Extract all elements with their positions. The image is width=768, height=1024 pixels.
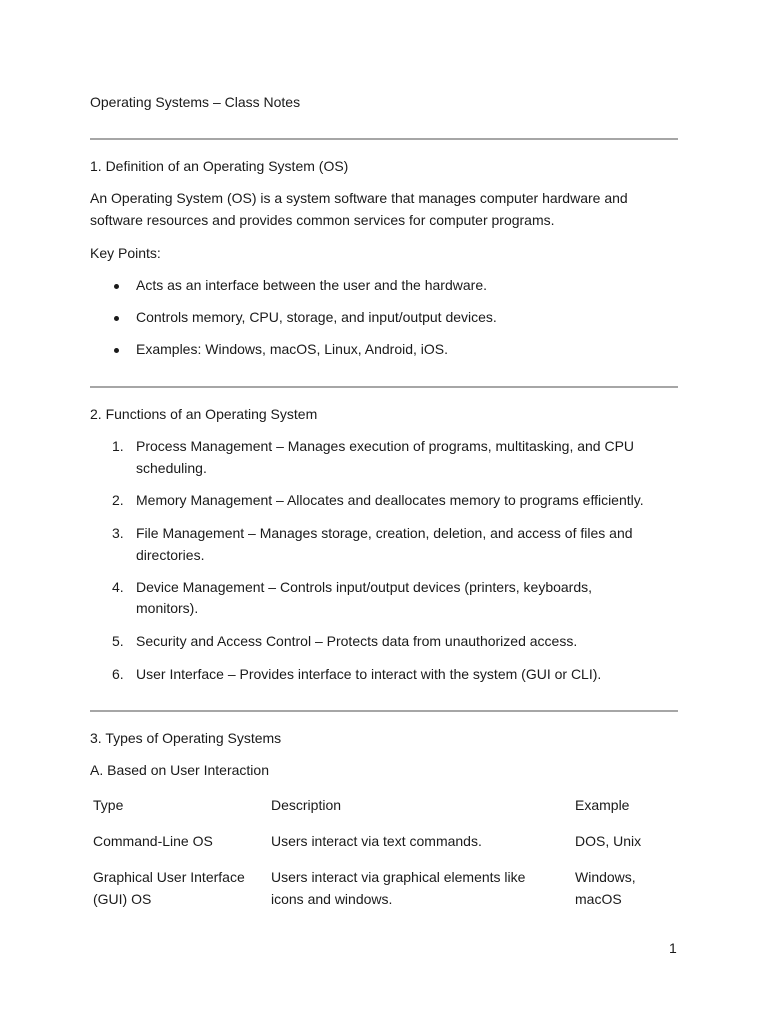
bullet-item: Controls memory, CPU, storage, and input/output devices. <box>136 309 497 325</box>
table-cell: Users interact via text commands. <box>271 833 482 849</box>
page-number: 1 <box>669 940 677 956</box>
list-item-line: monitors). <box>136 600 199 616</box>
table-cell: Command-Line OS <box>93 833 213 849</box>
section-3-heading: 3. Types of Operating Systems <box>90 730 282 746</box>
list-number: 2. <box>112 492 124 508</box>
list-item-line: User Interface – Provides interface to interact with the system (GUI or CLI). <box>136 666 602 682</box>
list-number: 1. <box>112 438 124 454</box>
section-divider <box>90 710 678 712</box>
section-2-heading: 2. Functions of an Operating System <box>90 406 318 422</box>
table-cell: DOS, Unix <box>575 833 642 849</box>
table-header-cell: Example <box>575 797 630 813</box>
bullet-icon <box>114 284 119 289</box>
section-3-subheading: A. Based on User Interaction <box>90 762 269 778</box>
table-cell: Graphical User Interface <box>93 869 245 885</box>
table-cell: Windows, <box>575 869 636 885</box>
document-title: Operating Systems – Class Notes <box>90 94 301 110</box>
table-header-cell: Type <box>93 797 124 813</box>
list-item-line: Process Management – Manages execution of programs, multitasking, and CPU <box>136 438 635 454</box>
section-1-paragraph-line: An Operating System (OS) is a system software that manages computer hardware and <box>90 190 628 206</box>
list-item-line: Device Management – Controls input/output devices (printers, keyboards, <box>136 579 593 595</box>
key-points-label: Key Points: <box>90 245 161 261</box>
list-number: 3. <box>112 525 124 541</box>
table-cell: (GUI) OS <box>93 891 152 907</box>
section-divider <box>90 386 678 388</box>
list-item-line: scheduling. <box>136 460 207 476</box>
list-item-line: Security and Access Control – Protects data from unauthorized access. <box>136 633 578 649</box>
bullet-item: Examples: Windows, macOS, Linux, Android, iOS. <box>136 341 449 357</box>
list-item-line: File Management – Manages storage, creation, deletion, and access of files and <box>136 525 633 541</box>
table-header-cell: Description <box>271 797 342 813</box>
list-number: 5. <box>112 633 124 649</box>
list-item-line: directories. <box>136 547 205 563</box>
bullet-icon <box>114 316 119 321</box>
section-1-heading: 1. Definition of an Operating System (OS) <box>90 158 349 174</box>
table-cell: icons and windows. <box>271 891 393 907</box>
bullet-icon <box>114 348 119 353</box>
section-1-paragraph-line: software resources and provides common services for computer programs. <box>90 212 555 228</box>
table-cell: macOS <box>575 891 622 907</box>
bullet-item: Acts as an interface between the user and the hardware. <box>136 277 487 293</box>
list-number: 4. <box>112 579 124 595</box>
list-item-line: Memory Management – Allocates and deallocates memory to programs efficiently. <box>136 492 644 508</box>
list-number: 6. <box>112 666 124 682</box>
table-cell: Users interact via graphical elements like <box>271 869 526 885</box>
section-divider <box>90 138 678 140</box>
